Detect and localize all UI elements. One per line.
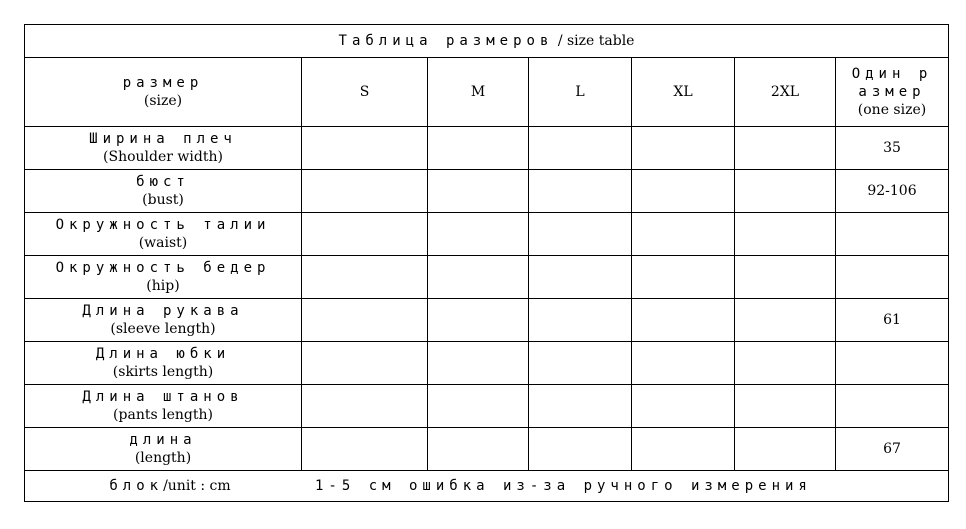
measure-ru: Окружность талии [55,217,271,233]
measure-ru: Ширина плеч [89,131,237,147]
cell-one-size: 35 [836,127,949,170]
cell-m [428,256,529,299]
size-header-m: M [428,58,529,127]
measure-label [25,342,302,385]
one-size-header [836,58,949,127]
table-footer [25,471,949,502]
table-row [25,213,949,256]
size-header-l: L [529,58,632,127]
cell-2xl [735,428,836,471]
size-label-cell [25,58,302,127]
table-row [25,342,949,385]
one-size-ru-2: азмер [858,84,926,100]
cell-l [529,342,632,385]
measure-ru: Длина рукава [82,303,244,319]
cell-s [302,428,428,471]
cell-xl [632,256,735,299]
cell-m [428,213,529,256]
cell-l [529,170,632,213]
cell-s [302,342,428,385]
cell-l [529,213,632,256]
measure-en: (sleeve length) [110,321,216,337]
table-row [25,428,949,471]
cell-s [302,299,428,342]
measure-label [25,127,302,170]
cell-m [428,299,529,342]
measure-label [25,256,302,299]
size-label-ru: размер [122,75,204,91]
cell-xl [632,385,735,428]
cell-one-size [836,256,949,299]
cell-s [302,170,428,213]
cell-2xl [735,256,836,299]
table-row [25,385,949,428]
footer-unit [25,477,315,495]
cell-s [302,256,428,299]
cell-one-size [836,213,949,256]
footer-note: 1-5 см ошибка из-за ручного измерения [315,478,812,494]
footer-unit-ru: блок [109,478,164,494]
size-table [24,24,949,502]
measure-label [25,213,302,256]
table-title-ru: Таблица размеров [338,33,554,49]
measure-en: (skirts length) [112,364,214,380]
cell-s [302,127,428,170]
cell-l [529,256,632,299]
size-header-s: S [302,58,428,127]
cell-2xl [735,213,836,256]
table-row [25,127,949,170]
cell-s [302,213,428,256]
measure-ru: Окружность бедер [55,260,271,276]
size-label-en: (size) [143,93,183,109]
cell-2xl [735,299,836,342]
measure-label [25,299,302,342]
cell-m [428,428,529,471]
header-row [25,58,949,127]
cell-2xl [735,385,836,428]
measure-ru: Длина штанов [82,389,244,405]
cell-m [428,127,529,170]
cell-l [529,385,632,428]
table-title [25,25,949,58]
cell-2xl [735,342,836,385]
cell-one-size [836,385,949,428]
measure-ru: Длина юбки [95,346,231,362]
cell-l [529,127,632,170]
measure-en: (length) [134,450,192,466]
cell-m [428,170,529,213]
cell-xl [632,127,735,170]
cell-m [428,342,529,385]
cell-2xl [735,127,836,170]
cell-one-size: 67 [836,428,949,471]
cell-m [428,385,529,428]
cell-l [529,428,632,471]
size-header-2xl: 2XL [735,58,836,127]
cell-xl [632,342,735,385]
measure-en: (pants length) [113,407,213,423]
cell-xl [632,170,735,213]
measure-en: (Shoulder width) [103,149,223,165]
measure-label [25,385,302,428]
cell-s [302,385,428,428]
measure-en: (waist) [138,235,188,251]
measure-en: (hip) [146,278,180,294]
table-row [25,256,949,299]
cell-l [529,299,632,342]
cell-2xl [735,170,836,213]
cell-xl [632,428,735,471]
table-title-en: / size table [557,33,635,49]
cell-one-size: 92-106 [836,170,949,213]
size-header-xl: XL [632,58,735,127]
table-row [25,299,949,342]
cell-xl [632,213,735,256]
table-row [25,170,949,213]
measure-label [25,170,302,213]
one-size-ru-1: Один р [851,66,933,82]
measure-ru: бюст [136,174,190,190]
cell-xl [632,299,735,342]
cell-one-size: 61 [836,299,949,342]
measure-ru: длина [129,432,197,448]
cell-one-size [836,342,949,385]
footer-unit-en: /unit : cm [163,478,231,494]
one-size-en: (one size) [857,102,927,118]
measure-en: (bust) [142,192,184,208]
measure-label [25,428,302,471]
